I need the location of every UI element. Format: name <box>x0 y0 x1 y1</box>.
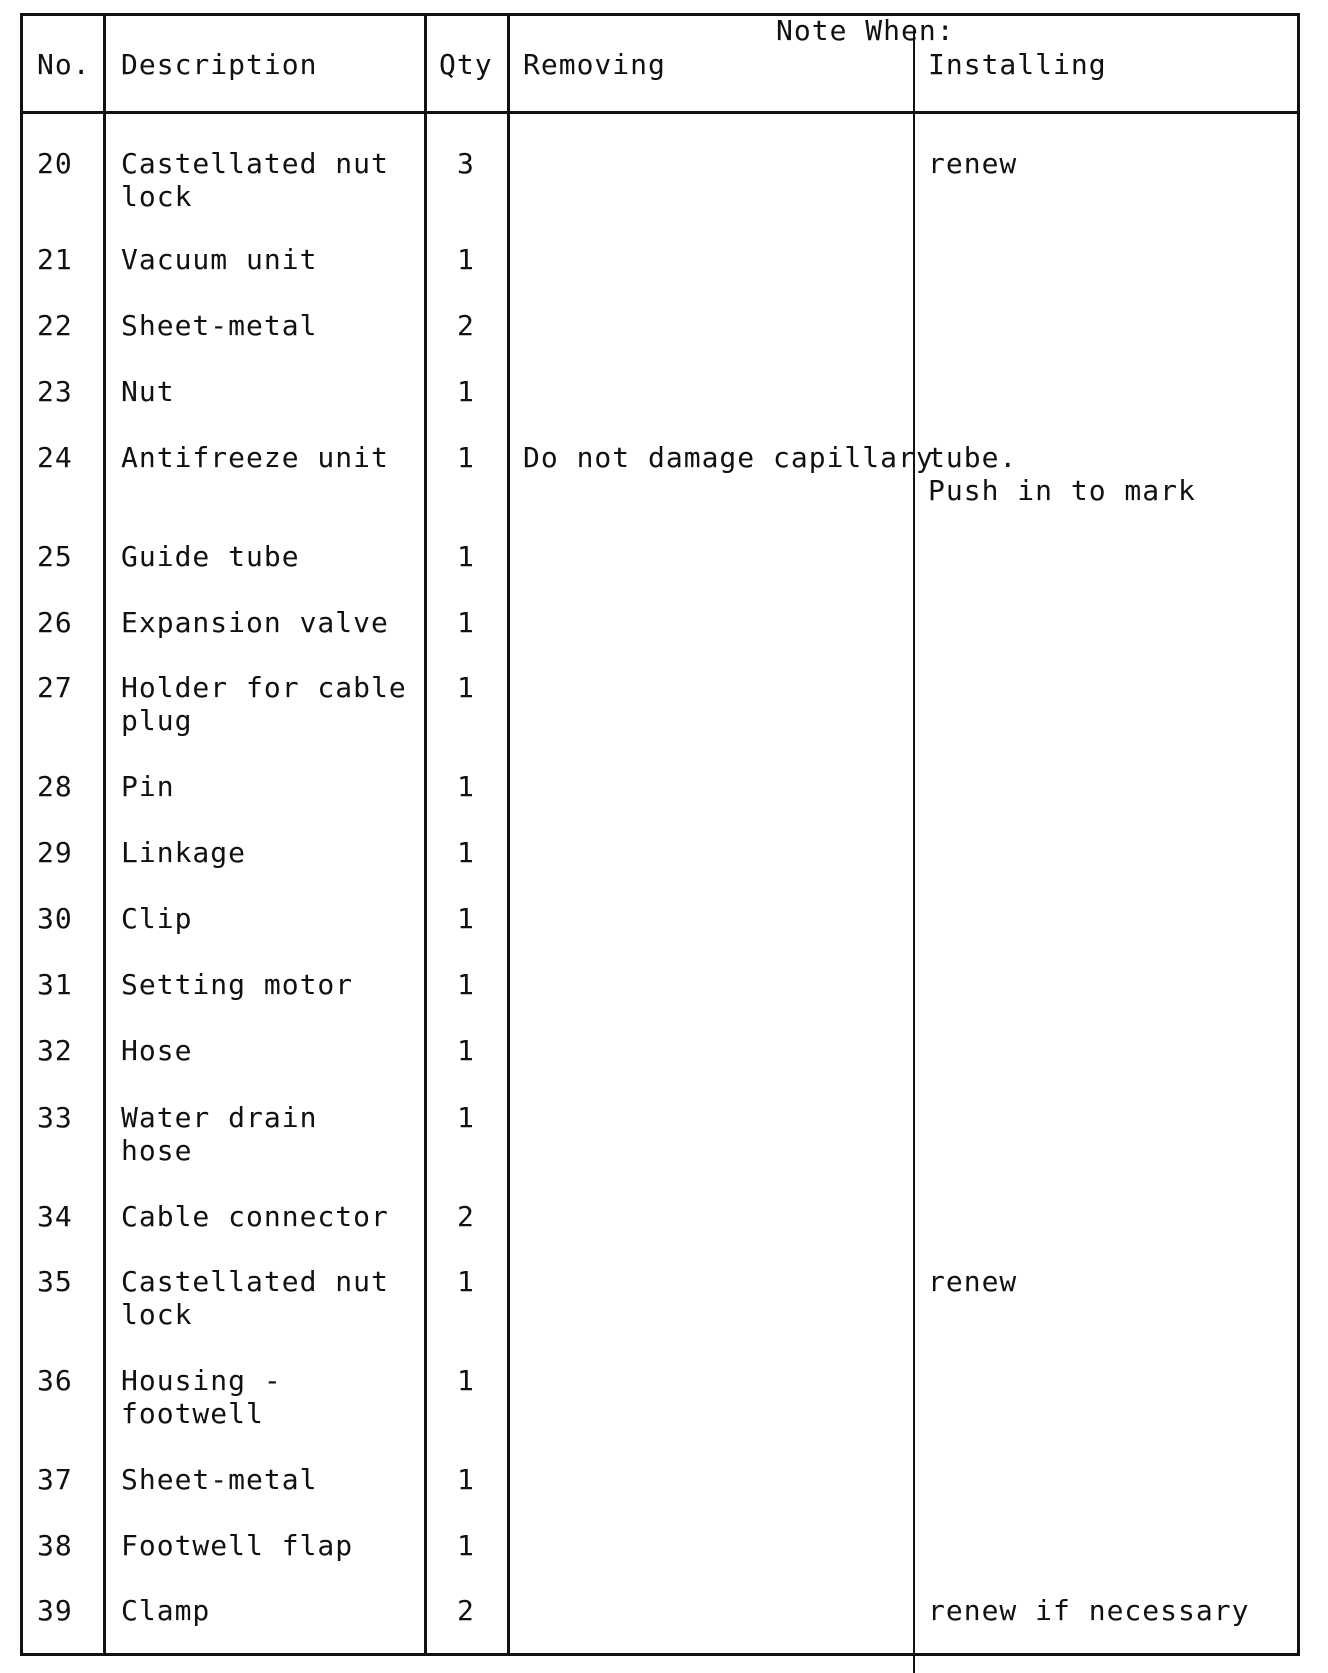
row-description: Guide tube <box>121 540 300 573</box>
row-description: Hose <box>121 1034 193 1067</box>
row-qty: 1 <box>457 968 475 1001</box>
row-qty: 1 <box>457 243 475 276</box>
header-qty: Qty <box>439 48 493 81</box>
row-description: Castellated nut lock <box>121 1265 389 1331</box>
row-qty: 3 <box>457 147 475 180</box>
row-no: 38 <box>37 1529 73 1562</box>
row-no: 37 <box>37 1463 73 1496</box>
row-qty: 2 <box>457 1594 475 1627</box>
row-qty: 1 <box>457 770 475 803</box>
row-qty: 1 <box>457 1101 475 1134</box>
row-description: Vacuum unit <box>121 243 318 276</box>
row-no: 30 <box>37 902 73 935</box>
row-no: 23 <box>37 375 73 408</box>
row-qty: 1 <box>457 671 475 704</box>
row-no: 32 <box>37 1034 73 1067</box>
row-no: 39 <box>37 1594 73 1627</box>
row-description: Pin <box>121 770 175 803</box>
row-description: Cable connector <box>121 1200 389 1233</box>
row-removing: Do not damage capillary <box>523 441 934 474</box>
header-removing: Removing <box>523 48 666 81</box>
row-description: Water drain hose <box>121 1101 318 1167</box>
header-rule <box>20 111 1300 114</box>
row-qty: 1 <box>457 902 475 935</box>
row-no: 20 <box>37 147 73 180</box>
row-no: 29 <box>37 836 73 869</box>
row-no: 36 <box>37 1364 73 1397</box>
row-qty: 1 <box>457 1034 475 1067</box>
row-qty: 1 <box>457 1463 475 1496</box>
row-description: Setting motor <box>121 968 354 1001</box>
header-description: Description <box>121 48 318 81</box>
row-no: 27 <box>37 671 73 704</box>
row-qty: 1 <box>457 1364 475 1397</box>
column-divider-description <box>424 13 427 1656</box>
row-description: Clamp <box>121 1594 211 1627</box>
row-no: 31 <box>37 968 73 1001</box>
header-note-when: Note When: <box>776 14 955 47</box>
row-qty: 1 <box>457 836 475 869</box>
row-installing: renew <box>928 147 1018 180</box>
row-description: Castellated nut lock <box>121 147 389 213</box>
row-no: 22 <box>37 309 73 342</box>
row-qty: 1 <box>457 441 475 474</box>
row-qty: 1 <box>457 375 475 408</box>
row-qty: 1 <box>457 1529 475 1562</box>
row-no: 28 <box>37 770 73 803</box>
row-description: Sheet-metal <box>121 309 318 342</box>
column-divider-no <box>103 13 106 1656</box>
row-no: 33 <box>37 1101 73 1134</box>
row-no: 26 <box>37 606 73 639</box>
column-divider-qty <box>507 13 510 1656</box>
header-installing: Installing <box>928 48 1107 81</box>
row-qty: 1 <box>457 1265 475 1298</box>
row-qty: 2 <box>457 1200 475 1233</box>
row-qty: 2 <box>457 309 475 342</box>
row-installing: renew <box>928 1265 1018 1298</box>
row-description: Linkage <box>121 836 247 869</box>
row-installing: tube. Push in to mark <box>928 441 1196 507</box>
row-description: Footwell flap <box>121 1529 354 1562</box>
column-divider-removing-installing <box>913 30 915 1673</box>
row-no: 34 <box>37 1200 73 1233</box>
row-description: Antifreeze unit <box>121 441 389 474</box>
row-no: 25 <box>37 540 73 573</box>
row-description: Holder for cable plug <box>121 671 407 737</box>
row-qty: 1 <box>457 540 475 573</box>
row-no: 35 <box>37 1265 73 1298</box>
row-description: Sheet-metal <box>121 1463 318 1496</box>
row-description: Housing - footwell <box>121 1364 282 1430</box>
row-no: 24 <box>37 441 73 474</box>
row-description: Nut <box>121 375 175 408</box>
row-no: 21 <box>37 243 73 276</box>
row-installing: renew if necessary <box>928 1594 1250 1627</box>
header-no: No. <box>37 48 91 81</box>
row-qty: 1 <box>457 606 475 639</box>
row-description: Expansion valve <box>121 606 389 639</box>
row-description: Clip <box>121 902 193 935</box>
